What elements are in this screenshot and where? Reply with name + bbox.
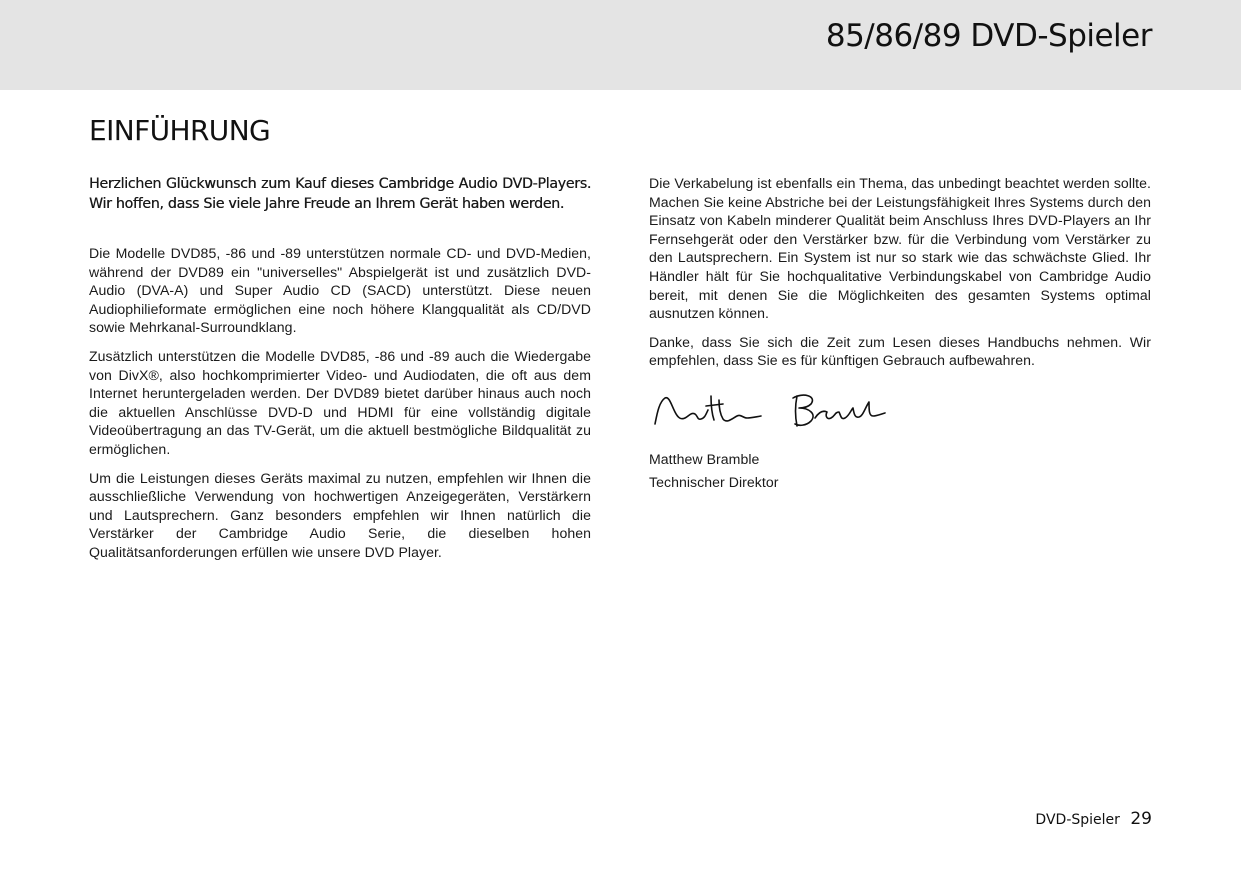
intro-paragraph: Herzlichen Glückwunsch zum Kauf dieses Cambridge Audio DVD-Players. Wir hoffen, dass Sie viele Jahre Freude an Ihrem Gerät haben werden. <box>89 176 591 212</box>
right-column <box>649 174 1151 494</box>
body-paragraph: Zusätzlich unterstützen die Modelle DVD85, -86 und -89 auch die Wiedergabe von DivX®, also hochkomprimierter Video- und Audiodaten, die oft aus dem Internet heruntergeladen werden. Der DVD89 bietet darüber hinaus auch noch die aktuellen Anschlüsse DVD-D und HDMI für eine vollständig digitale Videoübertragung an das TV-Gerät, um die aktuell bestmögliche Bildqualität zu ermöglichen. <box>89 347 591 457</box>
page-header-title: 85/86/89 DVD-Spieler <box>825 18 1152 54</box>
section-title: EINFÜHRUNG <box>89 114 271 147</box>
body-paragraph: Danke, dass Sie sich die Zeit zum Lesen dieses Handbuchs nehmen. Wir empfehlen, dass Sie es für künftigen Gebrauch aufbewahren. <box>649 333 1151 369</box>
body-paragraph: Die Modelle DVD85, -86 und -89 unterstützen normale CD- und DVD-Medien, während der DVD89 ein "universelles" Abspielgerät ist und zusätzlich DVD-Audio (DVA-A) und Super Audio CD (SACD) unterstützt. Diese neuen Audiophilieformate ermöglichen eine noch höhere Klangqualität als CD/DVD sowie Mehrkanal-Surroundklang. <box>89 245 591 336</box>
signatory-role: Technischer Direktor <box>649 473 779 490</box>
page-number: 29 <box>1130 809 1152 829</box>
header-band <box>0 0 1241 90</box>
footer-label: DVD-Spieler <box>1035 812 1120 828</box>
page-footer <box>1035 809 1152 829</box>
handwritten-signature <box>651 388 891 432</box>
left-column <box>89 174 591 562</box>
body-paragraph: Die Verkabelung ist ebenfalls ein Thema, das unbedingt beachtet werden sollte. Machen Sie keine Abstriche bei der Leistungsfähigkeit Ihres Systems durch den Einsatz von Kabeln minderer Qualität beim Anschluss Ihres DVD-Players an Ihr Fernsehgerät oder den Verstärker bzw. für die Verbindung vom Verstärker zu den Lautsprechern. Ein System ist nur so stark wie das schwächste Glied. Ihr Händler hält für Sie hochqualitative Verbindungskabel von Cambridge Audio bereit, mit denen Sie die Möglichkeiten des gesamten Systems optimal ausnutzen können. <box>649 175 1151 322</box>
signatory-name: Matthew Bramble <box>649 450 760 467</box>
body-paragraph: Um die Leistungen dieses Geräts maximal zu nutzen, empfehlen wir Ihnen die ausschließliche Verwendung von hochwertigen Anzeigegeräten, Verstärkern und Lautsprechern. Ganz besonders empfehlen wir Ihnen natürlich die Verstärker der Cambridge Audio Serie, die dieselben hohen Qualitätsanforderungen erfüllen wie unsere DVD Player. <box>89 469 591 560</box>
